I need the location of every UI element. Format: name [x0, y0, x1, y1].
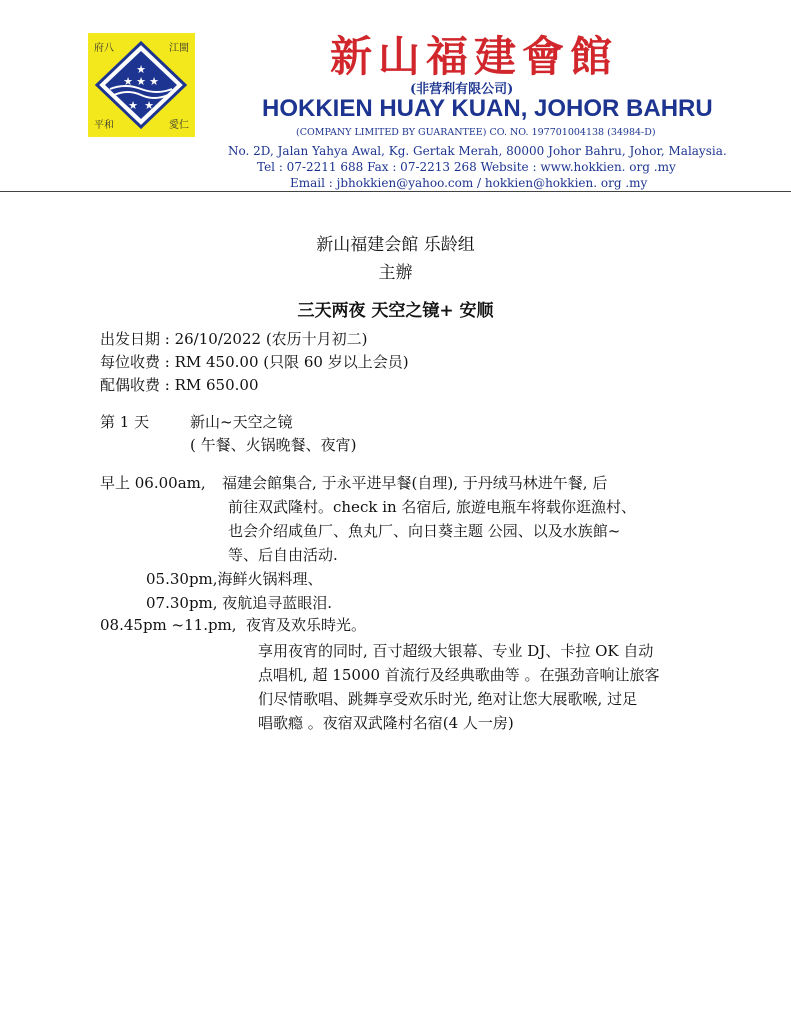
- day1-label: 第 1 天: [100, 413, 150, 431]
- night-time: 08.45pm ~11.pm,: [100, 616, 237, 634]
- night-line-3: 们尽情歌唱、跳舞享受欢乐时光, 绝对让您大展歌喉, 过足: [258, 690, 638, 708]
- svg-text:★: ★: [136, 75, 146, 88]
- logo-text-bottom-right: 愛仁: [169, 120, 189, 131]
- night-line-1: 享用夜宵的同时, 百寸超级大银幕、专业 DJ、卡拉 OK 自动: [258, 642, 654, 660]
- spouse-fee: 配偶收费 : RM 650.00: [100, 376, 259, 394]
- night-title: 夜宵及欢乐時光。: [246, 616, 367, 634]
- contact-info: Tel : 07-2211 688 Fax : 07-2213 268 Website : www.hokkien. org .my: [257, 160, 676, 174]
- morning-line-2: 前往双武隆村。check in 名宿后, 旅遊电瓶车将载你逛漁村、: [228, 498, 636, 516]
- address: No. 2D, Jalan Yahya Awal, Kg. Gertak Merah, 80000 Johor Bahru, Johor, Malaysia.: [228, 144, 727, 158]
- svg-text:★: ★: [149, 75, 159, 88]
- trip-title: 三天两夜 天空之镜+ 安顺: [297, 301, 494, 321]
- departure-date: 出发日期 : 26/10/2022 (农历十月初二): [100, 330, 368, 348]
- email-info: Email : jbhokkien@yahoo.com / hokkien@hokkien. org .my: [290, 176, 648, 190]
- logo-text-top-left: 府八: [94, 43, 114, 54]
- organization-logo: [88, 33, 195, 137]
- morning-line-1: 福建会館集合, 于永平进早餐(自理), 于丹绒马林进午餐, 后: [222, 474, 608, 492]
- svg-text:★: ★: [144, 99, 154, 112]
- letterhead-divider: [0, 191, 791, 192]
- day1-meals: ( 午餐、火锅晚餐、夜宵): [190, 436, 357, 454]
- nonprofit-label: (非营利有限公司): [410, 82, 514, 97]
- logo-text-top-right: 江閩: [169, 43, 189, 54]
- evening-cruise: 07.30pm, 夜航追寻蓝眼泪.: [146, 594, 333, 612]
- member-fee: 每位收费 : RM 450.00 (只限 60 岁以上会员): [100, 353, 409, 371]
- svg-text:★: ★: [123, 75, 133, 88]
- organization-chinese-name: 新山福建會館: [330, 32, 619, 81]
- svg-text:★: ★: [128, 99, 138, 112]
- company-registration: (COMPANY LIMITED BY GUARANTEE) CO. NO. 197701004138 (34984-D): [296, 127, 656, 138]
- organizer-line: 新山福建会館 乐龄组: [316, 235, 475, 255]
- night-line-4: 唱歌瘾 。夜宿双武隆村名宿(4 人一房): [258, 714, 514, 732]
- svg-text:★: ★: [136, 63, 146, 76]
- organizer-suffix: 主辦: [378, 263, 413, 283]
- evening-dinner: 05.30pm,海鲜火锅料理、: [146, 570, 323, 588]
- organization-english-name: HOKKIEN HUAY KUAN, JOHOR BAHRU: [262, 95, 713, 122]
- morning-line-3: 也会介绍咸鱼厂、魚丸厂、向日葵主题 公园、以及水族館~: [228, 522, 621, 540]
- morning-line-4: 等、后自由活动.: [228, 546, 338, 564]
- day1-route: 新山~天空之镜: [190, 413, 293, 431]
- logo-text-bottom-left: 平和: [94, 120, 114, 131]
- night-line-2: 点唱机, 超 15000 首流行及经典歌曲等 。在强劲音响让旅客: [258, 666, 660, 684]
- morning-time: 早上 06.00am,: [100, 474, 206, 492]
